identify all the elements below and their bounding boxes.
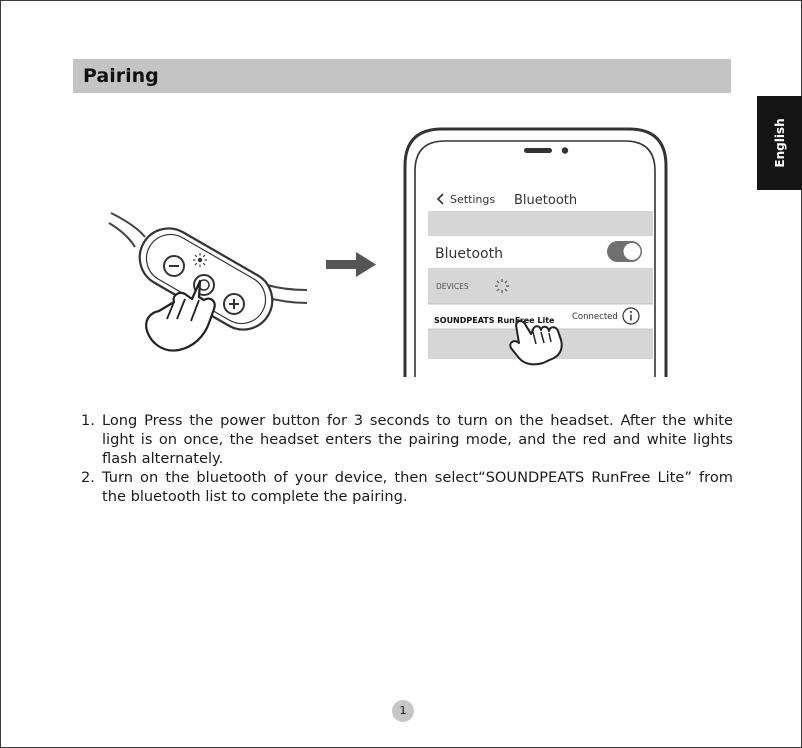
info-icon[interactable]: [623, 308, 639, 324]
bluetooth-toggle[interactable]: [607, 241, 642, 262]
pairing-illustration: [1, 1, 802, 401]
speaker-grille: [524, 148, 552, 153]
step-number: 1.: [81, 412, 95, 429]
instructions-list: [81, 411, 733, 506]
headset-illustration: [109, 213, 307, 351]
page-number-badge: 1: [392, 700, 414, 722]
arrow-right-icon: [326, 252, 376, 277]
devices-header: DEVICES: [436, 282, 469, 291]
section-title: Pairing: [83, 65, 159, 87]
phone-nav-title: Bluetooth: [514, 193, 578, 208]
tapping-hand-icon: [510, 321, 561, 364]
device-name[interactable]: SOUNDPEATS RunFree Lite: [434, 316, 555, 325]
instruction-step: [81, 411, 733, 468]
step-text: Long Press the power button for 3 seconds to turn on the headset. After the white light is on once, the headset enters the pairing mode, and the red and white lights flash alternately.: [102, 412, 733, 467]
device-status: Connected: [572, 312, 618, 322]
front-camera: [562, 147, 568, 153]
step-number: 2.: [81, 469, 95, 486]
bluetooth-row-label: Bluetooth: [435, 246, 503, 262]
phone-illustration: [405, 129, 666, 377]
language-tab-label: English: [773, 118, 787, 168]
plus-button-icon: [224, 294, 244, 314]
led-light-icon: [193, 253, 207, 267]
step-text: Turn on the bluetooth of your device, then select“SOUNDPEATS RunFree Lite” from the bluetooth list to complete the pairing.: [102, 469, 733, 505]
minus-button-icon: [164, 256, 184, 276]
instruction-step: [81, 468, 733, 506]
settings-back-label[interactable]: Settings: [450, 193, 496, 206]
